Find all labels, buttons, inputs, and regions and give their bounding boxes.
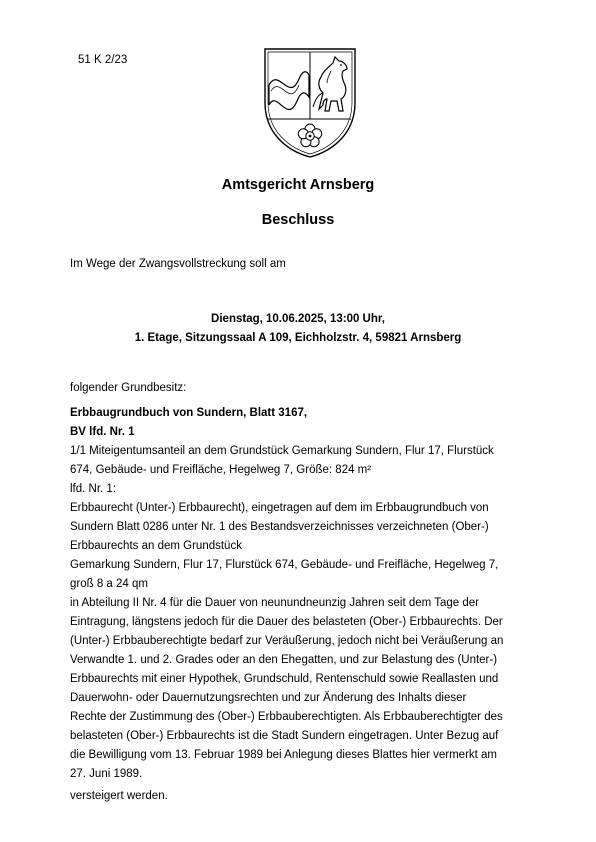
description-line: Sundern Blatt 0286 unter Nr. 1 des Bestandsverzeichnisses verzeichneten (Ober-) xyxy=(70,521,489,533)
intro-text: Im Wege der Zwangsvollstreckung soll am xyxy=(70,258,286,270)
appointment-date: Dienstag, 10.06.2025, 13:00 Uhr, xyxy=(211,313,385,325)
appointment-location: 1. Etage, Sitzungssaal A 109, Eichholzstr. 4, 59821 Arnsberg xyxy=(134,332,462,344)
description-line: belasteten (Ober-) Erbbaurechts ist die Stadt Sundern eingetragen. Unter Bezug auf xyxy=(70,730,499,742)
description-line: Rechte der Zustimmung des (Ober-) Erbbauberechtigten. Als Erbbauberechtigter des xyxy=(70,711,503,723)
property-description xyxy=(70,379,540,784)
item-heading: BV lfd. Nr. 1 xyxy=(70,426,135,438)
case-number: 51 K 2/23 xyxy=(78,54,128,66)
description-line: Eintragung, längstens jedoch für die Dauer des belasteten (Ober-) Erbbaurechts. Der xyxy=(70,616,503,628)
description-line: Erbbaurechts an dem Grundstück xyxy=(70,540,242,552)
court-name: Amtsgericht Arnsberg xyxy=(221,177,375,193)
description-line: 1/1 Miteigentumsanteil an dem Grundstück Gemarkung Sundern, Flur 17, Flurstück xyxy=(70,445,494,457)
description-line: (Unter-) Erbbauberechtigte bedarf zur Veräußerung, jedoch nicht bei Veräußerung an xyxy=(70,635,504,647)
description-line: Verwandte 1. und 2. Grades oder an den Ehegatten, und zur Belastung des (Unter-) xyxy=(70,654,498,666)
description-line: in Abteilung II Nr. 4 für die Dauer von neunundneunzig Jahren seit dem Tage der xyxy=(70,597,479,609)
description-line: 674, Gebäude- und Freifläche, Hegelweg 7, Größe: 824 m² xyxy=(70,464,372,476)
description-line: Erbbaurecht (Unter-) Erbbaurecht), eingetragen auf dem im Erbbaugrundbuch von xyxy=(70,502,489,514)
description-line: 27. Juni 1989. xyxy=(70,768,143,780)
description-line: die Bewilligung vom 13. Februar 1989 bei Anlegung dieses Blattes hier vermerkt am xyxy=(70,749,498,761)
closing-text: versteigert werden. xyxy=(70,790,168,802)
nrw-coat-of-arms-icon xyxy=(261,45,359,161)
description-line: Dauerwohn- oder Dauernutzungsrechten und zur Änderung des Inhalts dieser xyxy=(70,692,467,704)
description-line: Gemarkung Sundern, Flur 17, Flurstück 674, Gebäude- und Freifläche, Hegelweg 7, xyxy=(70,559,499,571)
description-line: groß 8 a 24 qm xyxy=(70,578,148,590)
register-heading: Erbbaugrundbuch von Sundern, Blatt 3167, xyxy=(70,407,308,419)
description-line: lfd. Nr. 1: xyxy=(70,483,117,495)
document-title: Beschluss xyxy=(261,212,335,228)
appointment-block xyxy=(0,310,596,348)
description-line: Erbbaurechts mit einer Hypothek, Grundschuld, Rentenschuld sowie Reallasten und xyxy=(70,673,499,685)
property-intro: folgender Grundbesitz: xyxy=(70,382,187,394)
